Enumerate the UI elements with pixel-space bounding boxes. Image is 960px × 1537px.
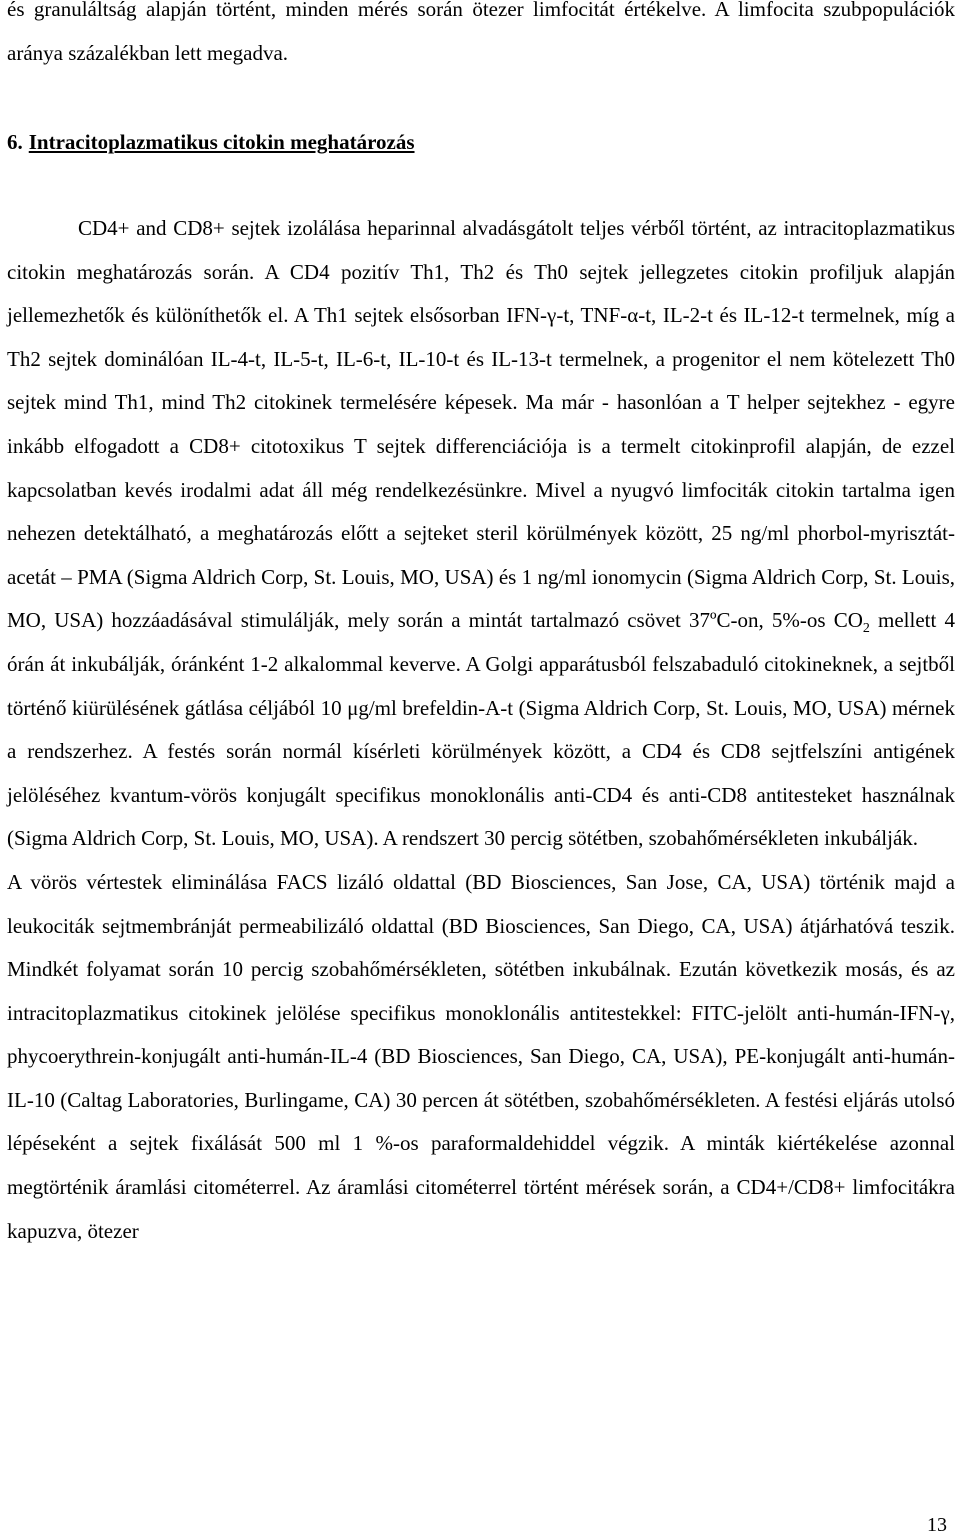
section-heading [7, 127, 415, 157]
page-number: 13 [927, 1514, 947, 1536]
body-paragraph-1 [7, 207, 955, 861]
paragraph-1-text: CD4+ and CD8+ sejtek izolálása heparinnal alvadásgátolt teljes vérből történt, az intracitoplazmatikus citokin meghatározás során. A CD4 pozitív Th1, Th2 és Th0 sejtek jellegzetes citokin profiljuk alapján jellemezhetők és különíthetők el. A Th1 sejtek elsősorban IFN-γ-t, TNF-α-t, IL-2-t és IL-12-t termelnek, míg a Th2 sejtek dominálóan IL-4-t, IL-5-t, IL-6-t, IL-10-t és IL-13-t termelnek, a progenitor el nem kötelezett Th0 sejtek mind Th1, mind Th2 citokinek termelésére képesek. Ma már - hasonlóan a T helper sejtekhez - egyre inkább elfogadott a CD8+ citotoxikus T sejtek differenciációja is a termelt citokinprofil alapján, de ezzel kapcsolatban kevés irodalmi adat áll még rendelkezésünkre. Mivel a nyugvó limfociták citokin tartalma igen nehezen detektálható, a meghatározás előtt a sejteket steril körülmények között, 25 ng/ml phorbol-myrisztát-acetát – PMA (Sigma Aldrich Corp, St. Louis, MO, USA) és 1 ng/ml ionomycin (Sigma Aldrich Corp, St. Louis, MO, USA) hozzáadásával stimulálják, mely során a mintát tartalmazó csövet 37ºC-on, 5%-os CO [7, 216, 955, 633]
body-paragraph-2: A vörös vértestek eliminálása FACS lizáló oldattal (BD Biosciences, San Jose, CA, USA) történik majd a leukociták sejtmembránját permeabilizáló oldattal (BD Biosciences, San Diego, CA, USA) átjárhatóvá teszik. Mindkét folyamat során 10 percig szobahőmérsékleten, sötétben inkubálnak. Ezután következik mosás, és az intracitoplazmatikus citokinek jelölése specifikus monoklonális antitestekkel: FITC-jelölt anti-humán-IFN-γ, phycoerythrein-konjugált anti-humán-IL-4 (BD Biosciences, San Diego, CA, USA), PE-konjugált anti-humán-IL-10 (Caltag Laboratories, Burlingame, CA) 30 percen át sötétben, szobahőmérsékleten. A festési eljárás utolsó lépéseként a sejtek fixálását 500 ml 1 %-os paraformaldehiddel végzik. A minták kiértékelése azonnal megtörténik áramlási citométerrel. Az áramlási citométerrel történt mérések során, a CD4+/CD8+ limfocitákra kapuzva, ötezer [7, 869, 955, 1243]
co2-subscript: 2 [862, 621, 870, 637]
paragraph-1-continuation: mellett 4 órán át inkubálják, óránként 1-2 alkalommal keverve. A Golgi apparátusból felszabaduló citokineknek, a sejtből történő kiürülésének gátlása céljából 10 μg/ml brefeldin-A-t (Sigma Aldrich Corp, St. Louis, MO, USA) mérnek a rendszerhez. A festés során normál kísérleti körülmények között, a CD4 és CD8 sejtfelszíni antigének jelöléséhez kvantum-vörös konjugált specifikus monoklonális anti-CD4 és anti-CD8 antitesteket használnak (Sigma Aldrich Corp, St. Louis, MO, USA). A rendszert 30 percig sötétben, szobahőmérsékleten inkubálják. [7, 608, 955, 851]
intro-paragraph: és granuláltság alapján történt, minden mérés során ötezer limfocitát értékelve. A limfocita szubpopulációk aránya százalékban lett megadva. [7, 0, 955, 65]
section-body [7, 207, 955, 1253]
section-title: Intracitoplazmatikus citokin meghatározás [28, 130, 415, 154]
section-number: 6. [7, 130, 23, 154]
